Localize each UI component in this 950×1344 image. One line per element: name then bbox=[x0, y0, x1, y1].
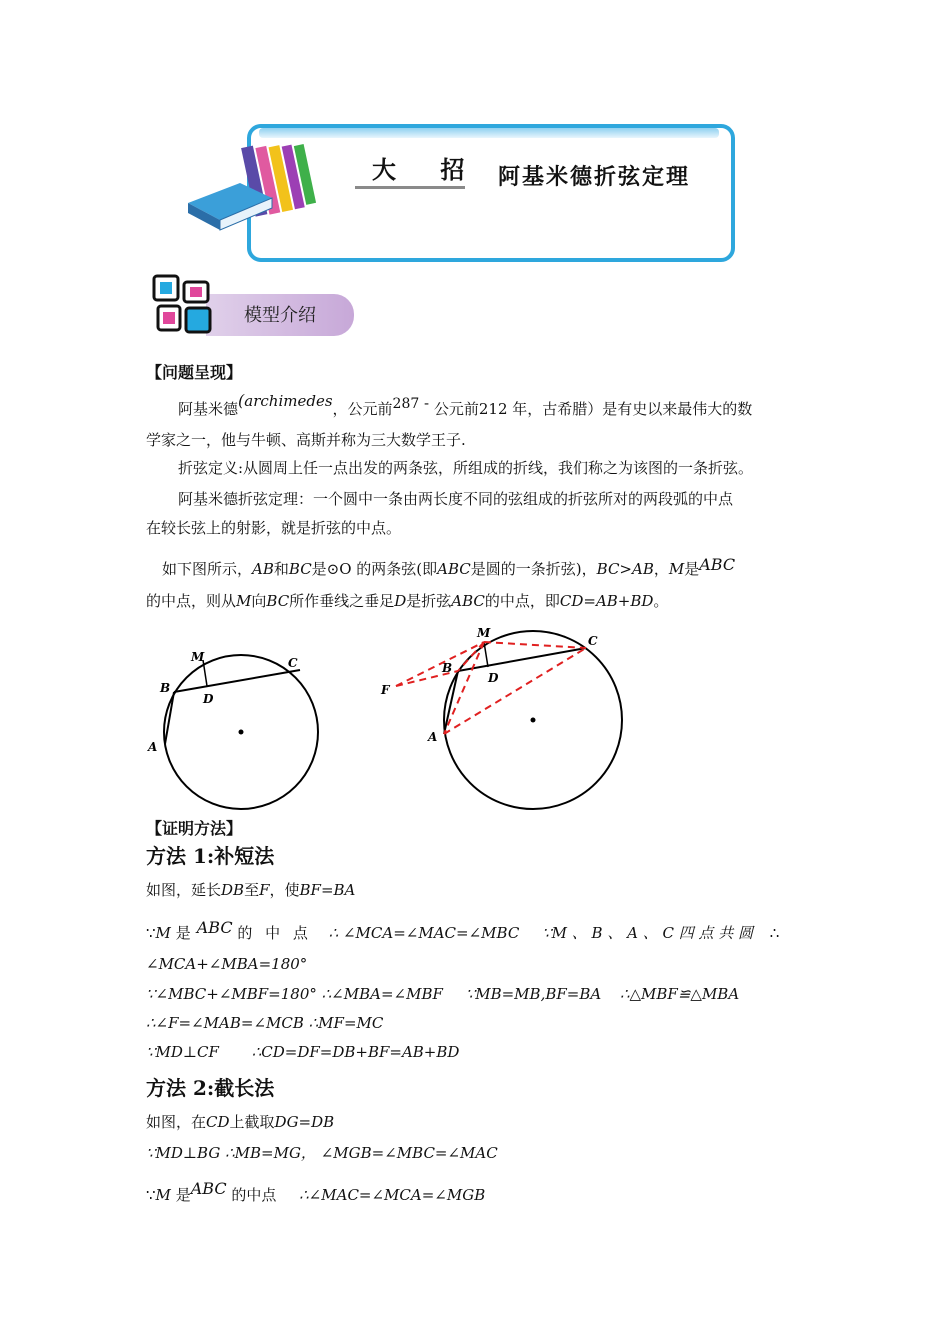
chord-ab bbox=[165, 692, 174, 744]
figure-right bbox=[370, 620, 640, 820]
dashed-construction bbox=[396, 642, 586, 734]
label-a: A bbox=[148, 740, 158, 754]
label-m-right: M bbox=[477, 626, 491, 640]
problem-paragraph-3-cont: 在较长弦上的射影，就是折弦的中点。 bbox=[146, 519, 402, 537]
center-dot-right bbox=[531, 718, 536, 723]
perpendicular-md-right bbox=[484, 642, 488, 667]
method-2-line-1: 如图，在CD上截取DG=DB bbox=[146, 1113, 335, 1131]
banner-underline bbox=[355, 186, 465, 189]
books-icon bbox=[180, 138, 330, 238]
label-a-right: A bbox=[428, 730, 438, 744]
problem-paragraph-1: 阿基米德(archimedes，公元前287 - 公元前212 年，古希腊）是有史以来最伟大的数 bbox=[178, 391, 753, 418]
method-1-line-2: ∵M 是ABC 的 中 点 ∴ ∠MCA=∠MAC=∠MBC ∵M 、 B 、 A 、 C 四 点 共 圆 ∴ bbox=[146, 918, 780, 942]
problem-paragraph-3: 阿基米德折弦定理：一个圆中一条由两长度不同的弦组成的折弦所对的两段弧的中点 bbox=[178, 490, 734, 508]
label-c-right: C bbox=[588, 634, 598, 648]
arc-abc: ABC bbox=[699, 555, 736, 574]
figure-left bbox=[140, 640, 340, 820]
label-c: C bbox=[288, 656, 298, 670]
method-1-title: 方法 1:补短法 bbox=[146, 844, 275, 868]
problem-paragraph-5: 的中点，则从M向BC所作垂线之垂足D是折弦ABC的中点，即CD=AB+BD。 bbox=[146, 592, 669, 610]
method-1-line-5: ∴∠F=∠MAB=∠MCB ∴MF=MC bbox=[146, 1014, 384, 1032]
chord-bc bbox=[174, 670, 300, 692]
center-dot bbox=[239, 730, 244, 735]
method-1-line-1: 如图，延长DB至F，使BF=BA bbox=[146, 881, 356, 899]
banner-title: 阿基米德折弦定理 bbox=[498, 164, 691, 190]
method-2-line-3: ∵M 是ABC 的中点 ∴∠MAC=∠MCA=∠MGB bbox=[146, 1179, 486, 1204]
method-2-line-2: ∵MD⊥BG ∴MB=MG， ∠MGB=∠MBC=∠MAC bbox=[146, 1144, 498, 1162]
section-tag-label: 模型介绍 bbox=[244, 305, 316, 326]
problem-paragraph-1-cont: 学家之一，他与牛顿、高斯并称为三大数学王子. bbox=[146, 431, 466, 449]
method-2-title: 方法 2:截长法 bbox=[146, 1076, 275, 1100]
label-f-right: F bbox=[381, 683, 390, 697]
problem-paragraph-4: 如下图所示，AB和BC是⊙O 的两条弦(即ABC是圆的一条折弦)，BC>AB，M是ABC bbox=[162, 555, 736, 578]
label-b: B bbox=[160, 681, 171, 695]
label-d-right: D bbox=[488, 671, 499, 685]
banner-label: 大 招 bbox=[372, 155, 483, 184]
label-d: D bbox=[203, 692, 214, 706]
grid-squares-icon bbox=[152, 274, 216, 336]
label-b-right: B bbox=[442, 661, 453, 675]
method-1-line-3: ∠MCA+∠MBA=180° bbox=[146, 955, 308, 973]
method-1-line-6: ∵MD⊥CF ∴CD=DF=DB+BF=AB+BD bbox=[146, 1043, 460, 1061]
label-m: M bbox=[191, 650, 205, 664]
problem-paragraph-2: 折弦定义:从圆周上任一点出发的两条弦，所组成的折线，我们称之为该图的一条折弦。 bbox=[178, 459, 754, 477]
proof-heading: 【证明方法】 bbox=[146, 819, 243, 838]
method-1-line-4: ∵∠MBC+∠MBF=180° ∴∠MBA=∠MBF ∵MB=MB,BF=BA ∴△MBF≌△MBA bbox=[146, 985, 740, 1003]
problem-heading: 【问题呈现】 bbox=[146, 363, 243, 382]
title-banner-topbar bbox=[259, 128, 719, 138]
